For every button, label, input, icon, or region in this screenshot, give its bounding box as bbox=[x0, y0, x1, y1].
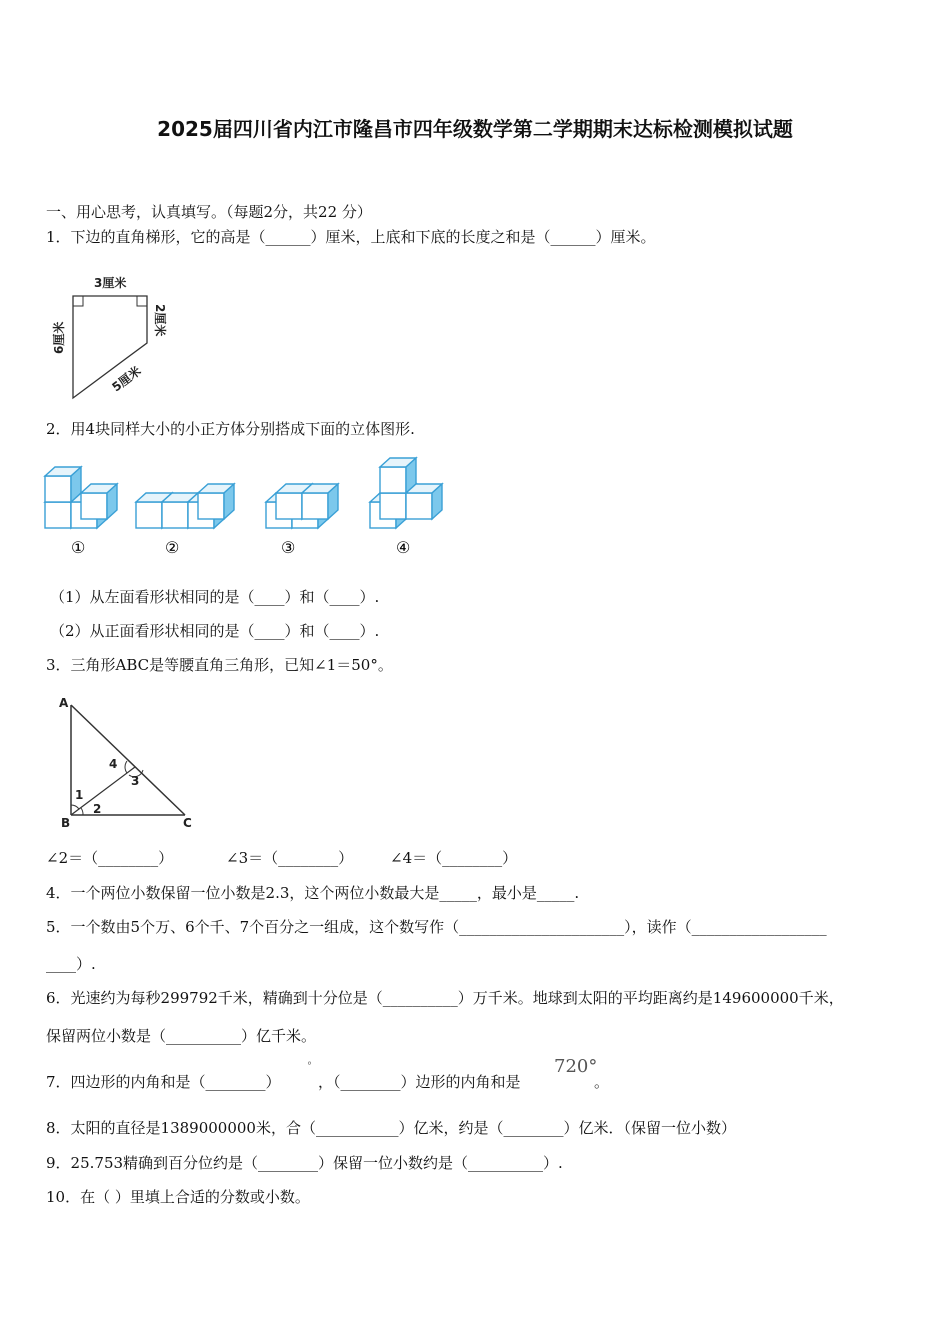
section-heading: 一、用心思考，认真填写。（每题2分，共22 分） bbox=[46, 203, 372, 221]
label-right: 2厘米 bbox=[153, 304, 167, 337]
label-bottom: 5厘米 bbox=[109, 363, 144, 395]
question-7-part-2: ，（________）边形的内角和是 bbox=[318, 1073, 521, 1091]
question-10: 10．在（ ）里填上合适的分数或小数。 bbox=[46, 1188, 310, 1206]
answer-angle-3: ∠3＝（________） bbox=[226, 849, 354, 867]
angle-2-label: 2 bbox=[93, 802, 102, 816]
label-top: 3厘米 bbox=[94, 276, 127, 290]
answer-angle-2: ∠2＝（________） bbox=[46, 849, 174, 867]
cube-figures bbox=[40, 448, 460, 568]
question-2-part-1: （1）从左面看形状相同的是（____）和（____）. bbox=[50, 588, 380, 606]
trapezoid-figure bbox=[46, 268, 176, 403]
triangle-figure bbox=[55, 695, 205, 835]
question-8: 8．太阳的直径是1389000000米，合（___________）亿米，约是（________）亿米．（保留一位小数） bbox=[46, 1119, 736, 1137]
question-7-part-1: 7．四边形的内角和是（________） bbox=[46, 1073, 281, 1091]
question-3: 3．三角形ABC是等腰直角三角形，已知∠1＝50°。 bbox=[46, 656, 393, 674]
label-left: 6厘米 bbox=[52, 321, 66, 354]
question-5-line-2: ____）. bbox=[46, 955, 96, 973]
vertex-a: A bbox=[59, 696, 69, 710]
vertex-c: C bbox=[183, 816, 192, 830]
figure-label-3: ③ bbox=[281, 538, 296, 557]
figure-label-2: ② bbox=[165, 538, 180, 557]
angle-3-label: 3 bbox=[131, 774, 140, 788]
degree-value: 720° bbox=[554, 1056, 598, 1077]
angle-4-label: 4 bbox=[109, 757, 118, 771]
question-2-part-2: （2）从正面看形状相同的是（____）和（____）. bbox=[50, 622, 380, 640]
question-7-end: 。 bbox=[594, 1073, 610, 1091]
angle-1-label: 1 bbox=[75, 788, 84, 802]
question-6-line-2: 保留两位小数是（__________）亿千米。 bbox=[46, 1027, 317, 1045]
question-4: 4．一个两位小数保留一位小数是2.3，这个两位小数最大是_____，最小是_____. bbox=[46, 884, 580, 902]
page-title: 2025届四川省内江市隆昌市四年级数学第二学期期末达标检测模拟试题 bbox=[157, 117, 793, 141]
vertex-b: B bbox=[61, 816, 71, 830]
figure-label-4: ④ bbox=[396, 538, 411, 557]
question-6-line-1: 6．光速约为每秒299792千米，精确到十分位是（__________）万千米。地球到太阳的平均距离约是149600000千米， bbox=[46, 989, 844, 1007]
question-2: 2．用4块同样大小的小正方体分别搭成下面的立体图形. bbox=[46, 420, 415, 438]
question-1: 1．下边的直角梯形，它的高是（______）厘米，上底和下底的长度之和是（______）厘米。 bbox=[46, 228, 656, 246]
answer-angle-4: ∠4＝（________） bbox=[390, 849, 518, 867]
figure-label-1: ① bbox=[71, 538, 86, 557]
degree-mark: ° bbox=[307, 1061, 312, 1072]
question-5-line-1: 5．一个数由5个万、6个千、7个百分之一组成，这个数写作（______________________），读作（__________________ bbox=[46, 918, 827, 936]
question-9: 9．25.753精确到百分位约是（________）保留一位小数约是（__________）. bbox=[46, 1154, 563, 1172]
